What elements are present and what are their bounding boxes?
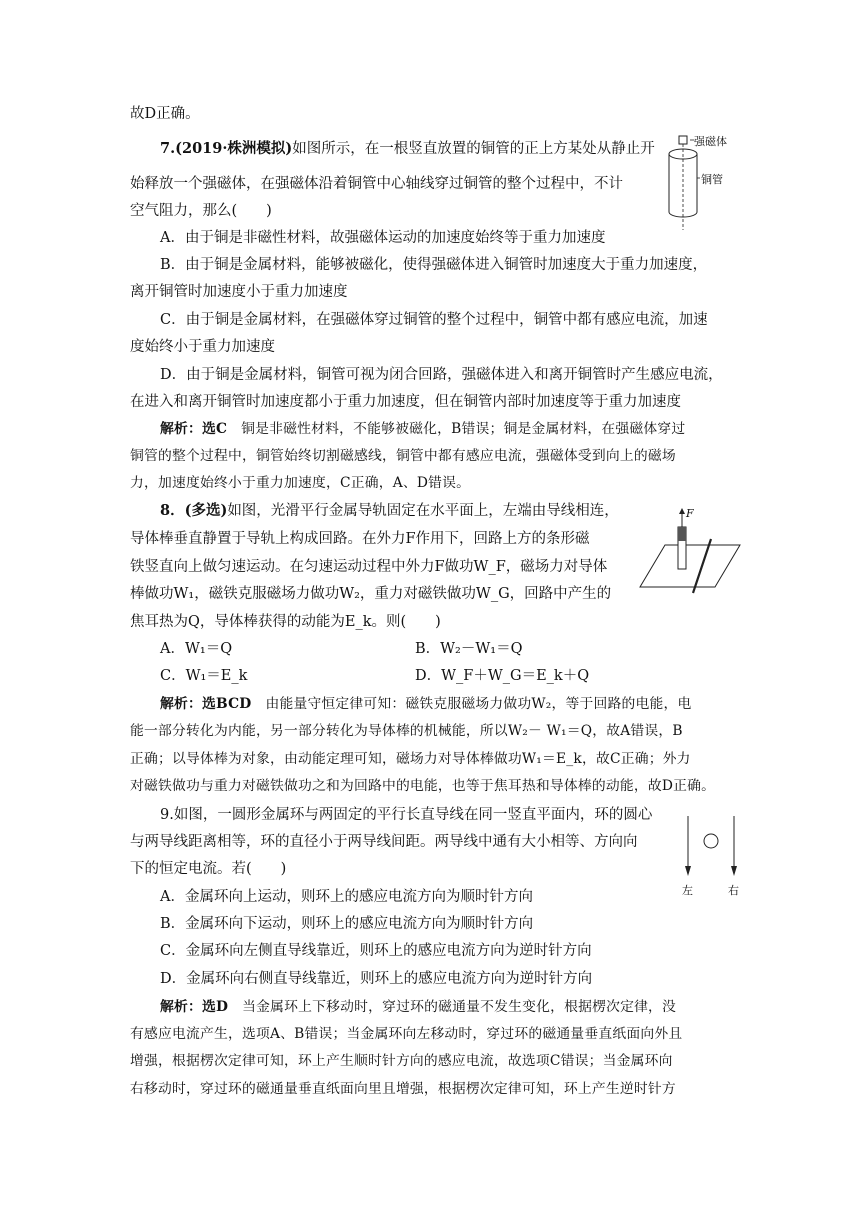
question-8-line-1: 8．(多选)如图，光滑平行金属导轨固定在水平面上，左端由导线相连， bbox=[160, 502, 619, 519]
figure-wires-ring bbox=[676, 810, 746, 900]
question-9-line-1: 9.如图，一圆形金属环与两固定的平行长直导线在同一竖直平面内，环的圆心 bbox=[160, 807, 653, 823]
question-7-option-d: D．由于铜是金属材料，铜管可视为闭合回路，强磁体进入和离开铜管时产生感应电流， bbox=[160, 367, 723, 383]
question-7-line-1: 7.(2019·株洲模拟)如图所示，在一根竖直放置的铜管的正上方某处从静止开 bbox=[160, 140, 655, 157]
question-9-solution-line-4: 右移动时，穿过环的磁通量垂直纸面向里且增强，根据楞次定律可知，环上产生逆时针方 bbox=[130, 1081, 676, 1097]
question-8-line-3: 铁竖直向上做匀速运动。在匀速运动过程中外力F做功W_F，磁场力对导体 bbox=[130, 559, 608, 575]
question-7-option-c: C．由于铜是金属材料，在强磁体穿过铜管的整个过程中，铜管中都有感应电流，加速 bbox=[160, 312, 708, 328]
question-7-line-3: 空气阻力，那么( ) bbox=[130, 203, 272, 219]
question-8-solution-line-1: 解析：选BCD 由能量守恒定律可知：磁铁克服磁场力做功W₂，等于回路的电能，电 bbox=[160, 696, 692, 712]
question-7-line-2: 始释放一个强磁体，在强磁体沿着铜管中心轴线穿过铜管的整个过程中，不计 bbox=[130, 176, 623, 192]
question-8-option-a: A．W₁＝Q bbox=[160, 641, 233, 657]
question-9-solution-line-1: 解析：选D 当金属环上下移动时，穿过环的磁通量不发生变化，根据楞次定律，没 bbox=[160, 999, 677, 1015]
question-9-solution-line-3: 增强，根据楞次定律可知，环上产生顺时针方向的感应电流，故选项C错误；当金属环向 bbox=[130, 1053, 673, 1069]
question-7-option-b: B．由于铜是金属材料，能够被磁化，使得强磁体进入铜管时加速度大于重力加速度， bbox=[160, 257, 708, 273]
question-8-option-c: C．W₁＝E_k bbox=[160, 668, 248, 684]
question-9-option-a: A．金属环向上运动，则环上的感应电流方向为顺时针方向 bbox=[160, 889, 533, 905]
question-9-option-c: C．金属环向左侧直导线靠近，则环上的感应电流方向为逆时针方向 bbox=[160, 943, 592, 959]
question-7-solution-line-2: 铜管的整个过程中，铜管始终切割磁感线，铜管中都有感应电流，强磁体受到向上的磁场 bbox=[130, 448, 676, 464]
question-8-line-5: 焦耳热为Q，导体棒获得的动能为E_k。则( ) bbox=[130, 614, 441, 630]
magnet-shape bbox=[679, 136, 687, 144]
metal-ring bbox=[704, 834, 718, 848]
question-7-option-d-cont: 在进入和离开铜管时加速度都小于重力加速度，但在铜管内部时加速度等于重力加速度 bbox=[130, 394, 681, 410]
figure-rails-magnet bbox=[635, 507, 745, 599]
question-9-line-3: 下的恒定电流。若( ) bbox=[130, 861, 287, 877]
rails-magnet-diagram bbox=[635, 507, 745, 599]
question-9-option-d: D．金属环向右侧直导线靠近，则环上的感应电流方向为逆时针方向 bbox=[160, 971, 593, 987]
magnet-label: 强磁体 bbox=[694, 135, 727, 148]
question-7-option-b-cont: 离开铜管时加速度小于重力加速度 bbox=[130, 284, 348, 300]
question-8-solution-line-3: 正确；以导体棒为对象，由动能定理可知，磁场力对导体棒做功W₁＝E_k，故C正确；外力 bbox=[130, 751, 691, 767]
question-8-line-4: 棒做功W₁，磁铁克服磁场力做功W₂，重力对磁铁做功W_G，回路中产生的 bbox=[130, 586, 612, 602]
tube-label: 铜管 bbox=[701, 173, 723, 186]
solution-label: 解析：选C bbox=[160, 421, 228, 437]
question-8-number: 8．(多选) bbox=[160, 502, 228, 519]
question-8-line-2: 导体棒垂直静置于导轨上构成回路。在外力F作用下，回路上方的条形磁 bbox=[130, 531, 590, 547]
left-label: 左 bbox=[682, 884, 693, 897]
question-7-solution-line-3: 力，加速度始终小于重力加速度，C正确，A、D错误。 bbox=[130, 475, 471, 491]
question-7-option-c-cont: 度始终小于重力加速度 bbox=[130, 339, 275, 355]
rail-plane bbox=[640, 545, 740, 587]
question-7-option-a: A．由于铜是非磁性材料，故强磁体运动的加速度始终等于重力加速度 bbox=[160, 230, 606, 246]
question-8-option-d: D．W_F＋W_G＝E_k＋Q bbox=[415, 668, 590, 684]
right-wire-arrow bbox=[731, 866, 737, 876]
right-label: 右 bbox=[728, 884, 739, 897]
force-label: F bbox=[686, 507, 694, 520]
text-line: 故D正确。 bbox=[130, 106, 200, 122]
figure-magnet-copper-tube bbox=[660, 130, 750, 235]
conductor-bar bbox=[693, 539, 711, 593]
question-8-solution-line-2: 能一部分转化为内能，另一部分转化为导体棒的机械能，所以W₂－ W₁＝Q，故A错误，B bbox=[130, 723, 683, 739]
question-8-option-b: B．W₂－W₁＝Q bbox=[415, 641, 523, 657]
question-7-solution-line-1: 解析：选C 铜是非磁性材料，不能够被磁化，B错误；铜是金属材料，在强磁体穿过 bbox=[160, 421, 686, 437]
question-9-option-b: B．金属环向下运动，则环上的感应电流方向为顺时针方向 bbox=[160, 916, 534, 932]
solution-label: 解析：选BCD bbox=[160, 696, 252, 712]
left-wire-arrow bbox=[685, 866, 691, 876]
question-7-number: 7.(2019·株洲模拟) bbox=[160, 140, 293, 157]
solution-label: 解析：选D bbox=[160, 999, 229, 1015]
question-9-line-2: 与两导线距离相等，环的直径小于两导线间距。两导线中通有大小相等、方向向 bbox=[130, 834, 638, 850]
question-9-solution-line-2: 有感应电流产生，选项A、B错误；当金属环向左移动时，穿过环的磁通量垂直纸面向外且 bbox=[130, 1026, 683, 1042]
question-8-solution-line-4: 对磁铁做功与重力对磁铁做功之和为回路中的电能，也等于焦耳热和导体棒的动能，故D正确。 bbox=[130, 778, 716, 794]
